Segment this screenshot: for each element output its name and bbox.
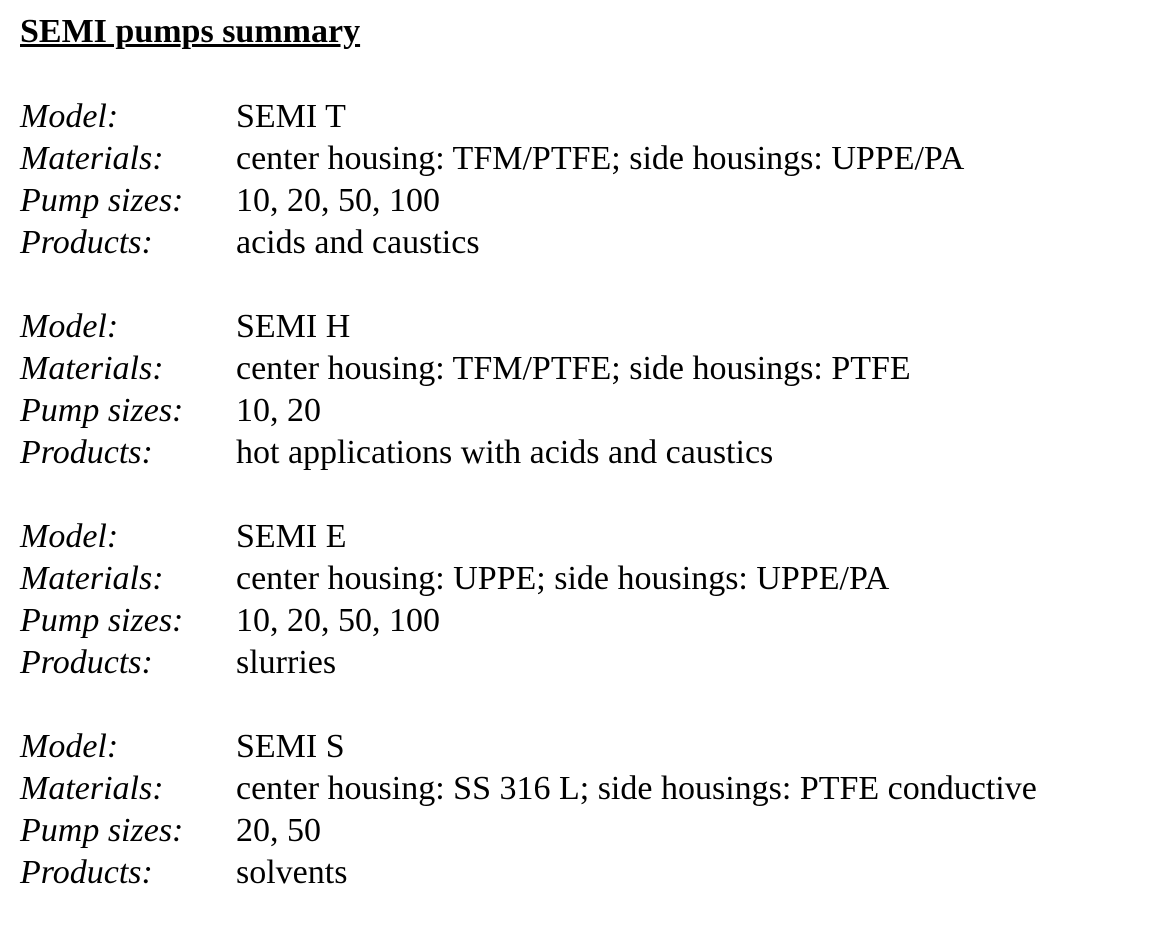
materials-row: [20, 558, 1130, 600]
products-row: [20, 642, 1130, 684]
model-value: SEMI T: [236, 98, 346, 135]
model-label: Model:: [20, 308, 119, 345]
materials-value: center housing: SS 316 L; side housings: PTFE conductive: [236, 770, 1037, 807]
model-row: [20, 516, 1130, 558]
materials-value: center housing: UPPE; side housings: UPPE/PA: [236, 560, 890, 597]
model-value: SEMI E: [236, 518, 347, 555]
model-value: SEMI H: [236, 308, 351, 345]
products-value: acids and caustics: [236, 224, 480, 261]
pump-sizes-label: Pump sizes:: [20, 602, 184, 639]
materials-value: center housing: TFM/PTFE; side housings: UPPE/PA: [236, 140, 965, 177]
model-row: [20, 726, 1130, 768]
pump-sizes-value: 10, 20: [236, 392, 321, 429]
document-title: SEMI pumps summary: [20, 13, 361, 50]
products-value: slurries: [236, 644, 337, 681]
materials-row: [20, 138, 1130, 180]
materials-row: [20, 348, 1130, 390]
pump-sizes-value: 20, 50: [236, 812, 321, 849]
pump-block-semi-t: [20, 96, 1130, 264]
pump-block-semi-e: [20, 516, 1130, 684]
model-label: Model:: [20, 518, 119, 555]
products-value: solvents: [236, 854, 348, 891]
pump-sizes-row: [20, 600, 1130, 642]
products-row: [20, 222, 1130, 264]
pump-block-semi-s: [20, 726, 1130, 894]
products-label: Products:: [20, 434, 153, 471]
pump-sizes-value: 10, 20, 50, 100: [236, 182, 440, 219]
materials-label: Materials:: [20, 560, 164, 597]
products-label: Products:: [20, 224, 153, 261]
pump-sizes-label: Pump sizes:: [20, 392, 184, 429]
products-label: Products:: [20, 854, 153, 891]
pump-sizes-row: [20, 390, 1130, 432]
materials-label: Materials:: [20, 770, 164, 807]
model-value: SEMI S: [236, 728, 345, 765]
materials-label: Materials:: [20, 350, 164, 387]
pump-sizes-value: 10, 20, 50, 100: [236, 602, 440, 639]
spacer: [20, 54, 1130, 96]
document-page: [20, 10, 1130, 936]
materials-value: center housing: TFM/PTFE; side housings: PTFE: [236, 350, 911, 387]
model-label: Model:: [20, 98, 119, 135]
pump-sizes-label: Pump sizes:: [20, 182, 184, 219]
products-value: hot applications with acids and caustics: [236, 434, 774, 471]
products-row: [20, 432, 1130, 474]
pump-sizes-row: [20, 810, 1130, 852]
pump-block-semi-h: [20, 306, 1130, 474]
products-label: Products:: [20, 644, 153, 681]
model-row: [20, 306, 1130, 348]
materials-row: [20, 768, 1130, 810]
pump-sizes-row: [20, 180, 1130, 222]
model-label: Model:: [20, 728, 119, 765]
model-row: [20, 96, 1130, 138]
materials-label: Materials:: [20, 140, 164, 177]
pump-sizes-label: Pump sizes:: [20, 812, 184, 849]
products-row: [20, 852, 1130, 894]
